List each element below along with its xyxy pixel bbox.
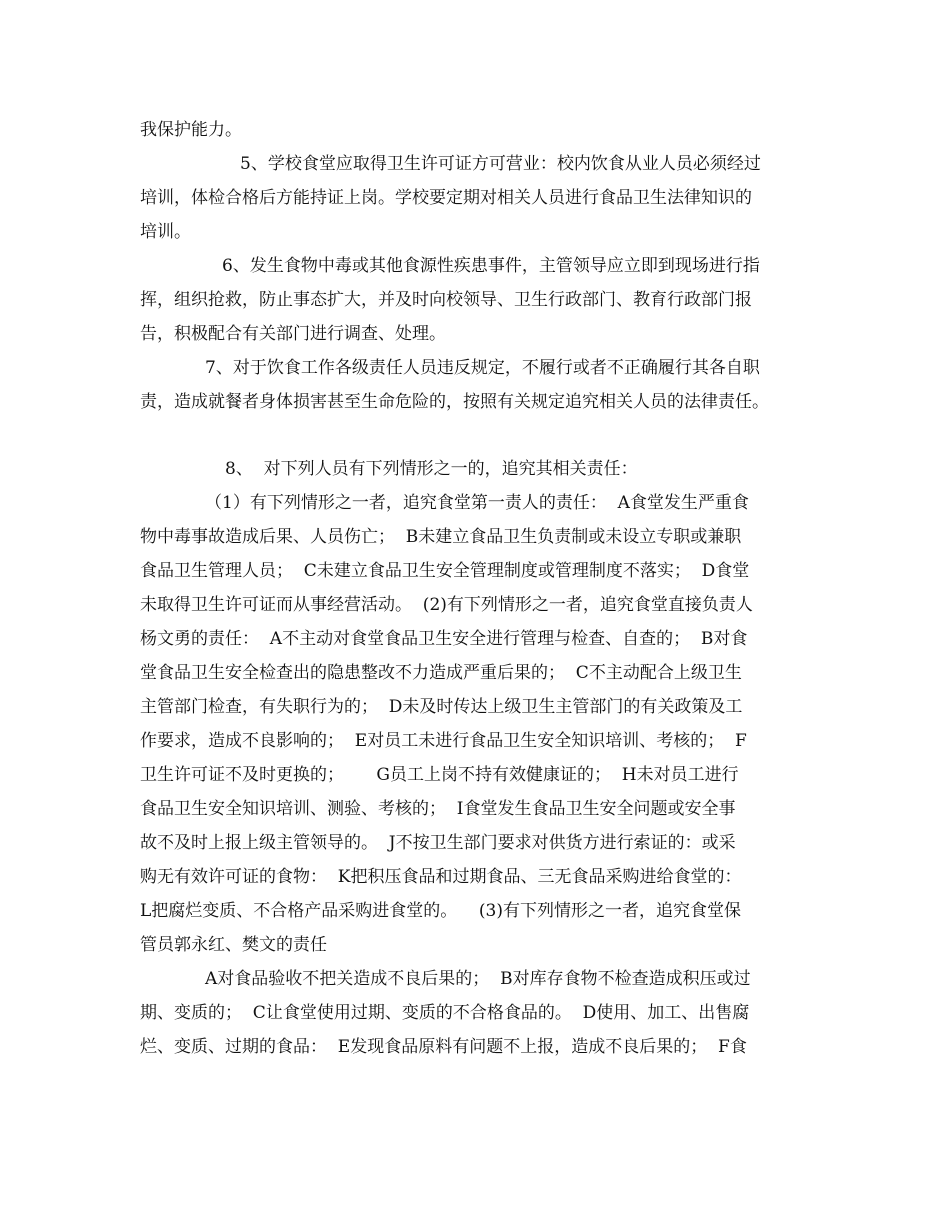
text-line: 培训。 <box>140 222 191 242</box>
text-line: 我保护能力。 <box>140 120 242 140</box>
text-line: 期、变质的； C让食堂使用过期、变质的不合格食品的。 D使用、加工、出售腐 <box>140 1003 750 1023</box>
text-line: 故不及时上报上级主管领导的。 J不按卫生部门要求对供货方进行索证的：或采 <box>140 833 736 853</box>
text-line: 管员郭永红、樊文的责任 <box>140 935 327 955</box>
text-line: 食品卫生管理人员； C未建立食品卫生安全管理制度或管理制度不落实； D食堂 <box>140 561 750 581</box>
text-line: 主管部门检查，有失职行为的； D未及时传达上级卫生主管部门的有关政策及工 <box>140 697 743 717</box>
text-line: 责，造成就餐者身体损害甚至生命危险的，按照有关规定追究相关人员的法律责任。 <box>140 392 769 412</box>
text-line: 购无有效许可证的食物： K把积压食品和过期食品、三无食品采购进给食堂的： <box>140 867 742 887</box>
text-line: 告，积极配合有关部门进行调查、处理。 <box>140 324 446 344</box>
text-line: 5、学校食堂应取得卫生许可证方可营业：校内饮食从业人员必须经过 <box>240 154 761 174</box>
text-line: 挥，组织抢救，防止事态扩大，并及时向校领导、卫生行政部门、教育行政部门报 <box>140 290 752 310</box>
text-line: 6、发生食物中毒或其他食源性疾患事件，主管领导应立即到现场进行指 <box>222 256 760 276</box>
text-line: A对食品验收不把关造成不良后果的； B对库存食物不检查造成积压或过 <box>205 969 751 989</box>
text-line: 未取得卫生许可证而从事经营活动。 (2)有下列情形之一者，追究食堂直接负责人 <box>140 595 753 615</box>
text-line: 卫生许可证不及时更换的； G员工上岗不持有效健康证的； H未对员工进行 <box>140 765 739 785</box>
text-line: （1）有下列情形之一者，追究食堂第一责人的责任： A食堂发生严重食 <box>205 493 749 513</box>
text-line: 杨文勇的责任： A不主动对食堂食品卫生安全进行管理与检查、自查的； B对食 <box>140 629 748 649</box>
text-line: 堂食品卫生安全检查出的隐患整改不力造成严重后果的； C不主动配合上级卫生 <box>140 663 742 683</box>
text-line: 作要求，造成不良影响的； E对员工未进行食品卫生安全知识培训、考核的； F <box>140 731 747 751</box>
text-line: 7、对于饮食工作各级责任人员违反规定，不履行或者不正确履行其各自职 <box>205 358 760 378</box>
text-line: 食品卫生安全知识培训、测验、考核的； I食堂发生食品卫生安全问题或安全事 <box>140 799 736 819</box>
text-line: L把腐烂变质、不合格产品采购进食堂的。 (3)有下列情形之一者，追究食堂保 <box>140 901 741 921</box>
text-line: 8、 对下列人员有下列情形之一的，追究其相关责任： <box>225 459 638 479</box>
text-line: 培训，体检合格后方能持证上岗。学校要定期对相关人员进行食品卫生法律知识的 <box>140 188 752 208</box>
text-line: 烂、变质、过期的食品： E发现食品原料有问题不上报，造成不良后果的； F食 <box>140 1037 747 1057</box>
text-line: 物中毒事故造成后果、人员伤亡； B未建立食品卫生负责制或未设立专职或兼职 <box>140 527 742 547</box>
